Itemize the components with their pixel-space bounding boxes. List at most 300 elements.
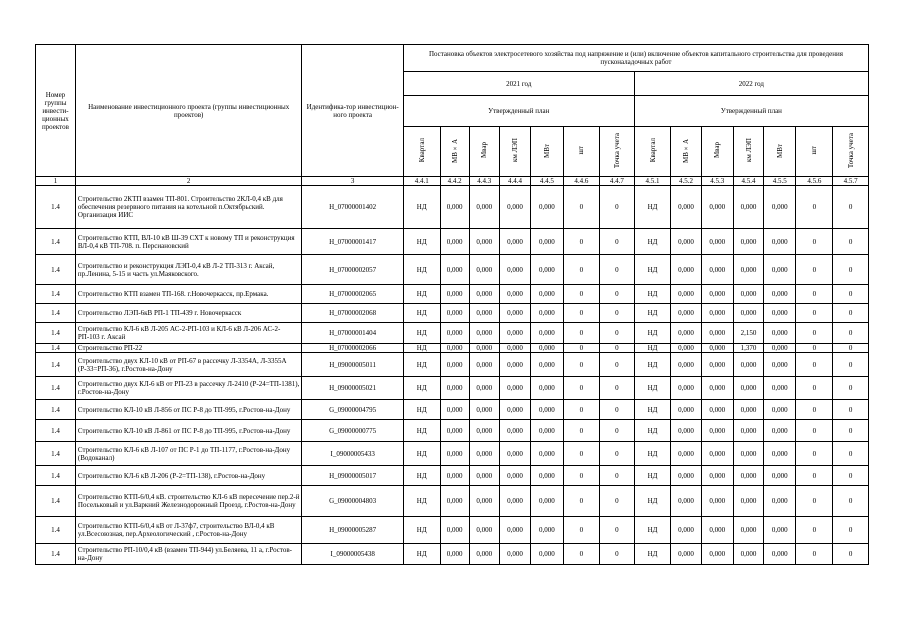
header-approved-plan-2022: Утвержденный план [634,96,868,127]
value-cell: 0 [563,377,600,400]
value-cell: НД [403,229,440,255]
column-number: 3 [302,177,403,186]
value-cell: 0,000 [701,353,733,377]
column-number: 4.5.2 [671,177,701,186]
value-cell: 0,000 [733,486,763,517]
value-cell: 0,000 [440,377,469,400]
value-cell: НД [634,442,671,466]
value-cell: 0,000 [469,186,499,229]
value-cell: 0,000 [469,304,499,323]
investment-table-document [35,44,869,565]
group-number-cell: 1.4 [36,285,76,304]
header-project-id: Идентифика-тор инвестицион-ного проекта [302,45,403,177]
project-name-cell: Строительство КЛ-10 кВ Л-856 от ПС Р-8 до ТП-995, г.Ростов-на-Дону [75,400,302,420]
value-cell: 0 [563,466,600,486]
value-cell: 0,000 [440,544,469,565]
value-cell: 0 [833,353,869,377]
table-row [36,544,869,565]
value-cell: 0 [796,544,833,565]
value-cell: 0 [563,400,600,420]
project-name-cell: Строительство КТП-6/0,4 кВ. строительство КЛ-6 кВ пересечение пер.2-й Посельковый и ул.Варкний Железнодорожный Проезд, г.Ростов-на-Дону [75,486,302,517]
header-subcol-label: Точка учета [612,132,621,169]
value-cell: 0 [600,420,635,442]
value-cell: 0,000 [733,400,763,420]
column-number: 4.5.3 [701,177,733,186]
value-cell: 0,000 [701,466,733,486]
table-row [36,344,869,353]
value-cell: 0,000 [440,420,469,442]
value-cell: 0 [833,517,869,544]
project-id-cell: H_07000002066 [302,344,403,353]
header-subcol-label: шт [577,146,586,155]
value-cell: НД [634,400,671,420]
value-cell: 0,000 [440,486,469,517]
value-cell: 0,000 [764,304,796,323]
value-cell: 0 [796,255,833,285]
value-cell: 0,000 [440,186,469,229]
value-cell: 0,000 [499,186,530,229]
value-cell: НД [403,420,440,442]
project-name-cell: Строительство РП-22 [75,344,302,353]
value-cell: 0 [563,486,600,517]
value-cell: 0,000 [499,486,530,517]
table-row [36,285,869,304]
project-name-cell: Строительство двух КЛ-6 кВ от РП-23 в рассечку Л-2410 (Р-24=ТП-1381), г.Ростов-на-Дону [75,377,302,400]
table-row [36,466,869,486]
value-cell: 0,000 [499,353,530,377]
value-cell: 0 [796,285,833,304]
value-cell: 0,000 [440,255,469,285]
value-cell: 0 [796,186,833,229]
header-subcol [531,127,563,177]
value-cell: 0,000 [701,344,733,353]
value-cell: 0,000 [764,420,796,442]
value-cell: 0 [600,486,635,517]
project-id-cell: H_07000002068 [302,304,403,323]
project-id-cell: H_09000005011 [302,353,403,377]
value-cell: 0,000 [671,344,701,353]
header-subcol [600,127,635,177]
value-cell: 0 [600,344,635,353]
value-cell: 0,000 [531,285,563,304]
value-cell: 0 [796,466,833,486]
value-cell: НД [403,186,440,229]
value-cell: 0,000 [671,442,701,466]
group-number-cell: 1.4 [36,186,76,229]
value-cell: 0,000 [440,323,469,344]
header-subcol [499,127,530,177]
project-name-cell: Строительство КЛ-6 кВ Л-206 (Р-2=ТП-138), г.Ростов-на-Дону [75,466,302,486]
group-number-cell: 1.4 [36,323,76,344]
header-subcol-label: км ЛЭП [744,138,753,163]
value-cell: НД [403,323,440,344]
value-cell: 0,000 [671,400,701,420]
value-cell: 0,000 [671,517,701,544]
value-cell: 0,000 [531,544,563,565]
value-cell: 0,000 [733,255,763,285]
project-name-cell: Строительство двух КЛ-10 кВ от РП-67 в рассечку Л-3354А, Л-3355А (Р-33=РП-36), г.Ростов-на-Дону [75,353,302,377]
value-cell: 0,000 [733,229,763,255]
value-cell: 0,000 [764,323,796,344]
group-number-cell: 1.4 [36,229,76,255]
value-cell: 0,000 [440,400,469,420]
investment-projects-table [35,44,869,565]
project-id-cell: G_09000004795 [302,400,403,420]
group-number-cell: 1.4 [36,377,76,400]
header-year-2022: 2022 год [634,72,868,96]
table-row [36,255,869,285]
value-cell: НД [403,466,440,486]
group-number-cell: 1.4 [36,353,76,377]
value-cell: НД [403,353,440,377]
value-cell: 0,000 [440,442,469,466]
value-cell: 0,000 [701,229,733,255]
value-cell: 0,000 [764,285,796,304]
value-cell: 0 [563,420,600,442]
group-number-cell: 1.4 [36,442,76,466]
value-cell: 0,000 [499,517,530,544]
header-subcol-label: МВт [775,143,784,158]
value-cell: 0,000 [671,304,701,323]
value-cell: 0,000 [701,255,733,285]
value-cell: 0,000 [671,377,701,400]
table-row [36,323,869,344]
project-id-cell: H_07000002057 [302,255,403,285]
header-subcol-label: км ЛЭП [511,138,519,163]
group-number-cell: 1.4 [36,420,76,442]
value-cell: 0 [563,442,600,466]
value-cell: 0 [563,544,600,565]
value-cell: 0 [833,486,869,517]
value-cell: 0,000 [764,517,796,544]
header-subcol-label: шт [810,146,819,155]
project-name-cell: Строительство КТП-6/0,4 кВ от Л-37ф7, строительство ВЛ-0,4 кВ ул.Всесоюзная, пер.Археологический , г.Ростов-на-Дону [75,517,302,544]
value-cell: 0,000 [733,285,763,304]
value-cell: 2,150 [733,323,763,344]
group-number-cell: 1.4 [36,466,76,486]
header-subcol [733,127,763,177]
value-cell: 0 [833,400,869,420]
value-cell: 0,000 [701,420,733,442]
value-cell: 0,000 [764,186,796,229]
project-id-cell: H_07000002065 [302,285,403,304]
value-cell: 0,000 [531,420,563,442]
header-subcol [833,127,869,177]
header-year-2021: 2021 год [403,72,634,96]
value-cell: 0,000 [733,544,763,565]
value-cell: 0,000 [701,186,733,229]
table-row [36,377,869,400]
value-cell: 0,000 [764,486,796,517]
header-project-name: Наименование инвестиционного проекта (группы инвестиционных проектов) [75,45,302,177]
value-cell: 0,000 [764,344,796,353]
value-cell: 0 [833,285,869,304]
value-cell: 0,000 [764,442,796,466]
value-cell: 0 [833,442,869,466]
value-cell: 0,000 [469,255,499,285]
column-number: 2 [75,177,302,186]
value-cell: НД [403,517,440,544]
value-cell: НД [634,344,671,353]
value-cell: 0,000 [764,466,796,486]
value-cell: 0 [833,304,869,323]
value-cell: 0,000 [469,323,499,344]
value-cell: НД [634,353,671,377]
value-cell: 0 [833,466,869,486]
value-cell: 0,000 [499,229,530,255]
column-number: 4.5.1 [634,177,671,186]
value-cell: 0,000 [499,344,530,353]
table-row [36,304,869,323]
value-cell: 0 [563,229,600,255]
value-cell: 0,000 [440,285,469,304]
value-cell: НД [634,186,671,229]
value-cell: 0,000 [701,517,733,544]
value-cell: 0 [563,344,600,353]
value-cell: 0,000 [671,544,701,565]
value-cell: 0 [600,323,635,344]
project-name-cell: Строительство РП-10/0,4 кВ (взамен ТП-944) ул.Беляева, 11 а, г.Ростов-на-Дону [75,544,302,565]
header-subcol [764,127,796,177]
value-cell: 0,000 [499,420,530,442]
value-cell: 0 [600,466,635,486]
value-cell: 0,000 [469,466,499,486]
value-cell: 0 [600,442,635,466]
value-cell: 0,000 [531,304,563,323]
value-cell: 0,000 [531,353,563,377]
column-number: 4.5.4 [733,177,763,186]
value-cell: 0,000 [531,377,563,400]
value-cell: 0,000 [733,466,763,486]
project-name-cell: Строительство 2КТП взамен ТП-801. Строительство 2КЛ-0,4 кВ для обеспечения резервного питания на котельной п.Октябрьский. Организация ИИС [75,186,302,229]
value-cell: 0,000 [733,442,763,466]
value-cell: 0,000 [733,420,763,442]
header-subcol [634,127,671,177]
project-id-cell: H_09000005017 [302,466,403,486]
value-cell: 0,000 [499,466,530,486]
value-cell: 0 [600,285,635,304]
value-cell: 0,000 [531,466,563,486]
value-cell: 0 [600,186,635,229]
value-cell: 0 [796,344,833,353]
value-cell: 0 [563,285,600,304]
value-cell: НД [403,544,440,565]
project-id-cell: H_09000005021 [302,377,403,400]
project-id-cell: H_07000001417 [302,229,403,255]
value-cell: 0 [796,486,833,517]
header-subcol-label: МВ×А [450,138,459,163]
value-cell: 0,000 [499,544,530,565]
value-cell: 0,000 [701,442,733,466]
value-cell: 0 [600,400,635,420]
value-cell: 0,000 [440,229,469,255]
value-cell: 0,000 [701,304,733,323]
value-cell: НД [634,285,671,304]
value-cell: 0 [563,517,600,544]
value-cell: 0 [600,255,635,285]
value-cell: 0 [796,377,833,400]
group-number-cell: 1.4 [36,304,76,323]
value-cell: 0,000 [440,304,469,323]
value-cell: 0 [600,544,635,565]
value-cell: 0,000 [469,377,499,400]
table-row [36,517,869,544]
value-cell: 0 [833,377,869,400]
value-cell: НД [634,544,671,565]
value-cell: НД [634,420,671,442]
header-group-number: Номер группы инвести-ционных проектов [36,45,76,177]
value-cell: 0,000 [469,229,499,255]
value-cell: 0 [796,304,833,323]
header-column-numbers [36,177,869,186]
value-cell: 0 [833,544,869,565]
value-cell: НД [403,344,440,353]
value-cell: НД [634,323,671,344]
header-subcol [440,127,469,177]
value-cell: 0 [796,400,833,420]
value-cell: 0,000 [499,285,530,304]
table-row [36,353,869,377]
project-name-cell: Строительство и реконструкция ЛЭП-0,4 кВ Л-2 ТП-313 г. Аксай, пр.Ленина, 5-15 и часть ул.Маяковского. [75,255,302,285]
value-cell: 0,000 [469,344,499,353]
value-cell: 0,000 [764,229,796,255]
value-cell: НД [403,255,440,285]
value-cell: 0 [563,323,600,344]
value-cell: 0 [796,517,833,544]
value-cell: 0 [563,255,600,285]
project-id-cell: G_09000004803 [302,486,403,517]
header-subcol-label: Мвар [713,142,722,159]
value-cell: 0,000 [469,442,499,466]
value-cell: 0,000 [671,466,701,486]
header-subcol [796,127,833,177]
value-cell: 0,000 [469,544,499,565]
value-cell: 0 [796,229,833,255]
header-subcol-label: Мвар [480,142,489,159]
column-number: 4.4.3 [469,177,499,186]
value-cell: 0,000 [671,255,701,285]
project-name-cell: Строительство КЛ-6 кВ Л-107 от ПС Р-1 до ТП-1177, г.Ростов-на-Дону (Водоканал) [75,442,302,466]
value-cell: 0,000 [531,442,563,466]
table-body [36,186,869,565]
group-number-cell: 1.4 [36,517,76,544]
value-cell: 0,000 [671,186,701,229]
value-cell: 0 [600,304,635,323]
value-cell: НД [634,517,671,544]
column-number: 4.4.2 [440,177,469,186]
group-number-cell: 1.4 [36,544,76,565]
group-number-cell: 1.4 [36,255,76,285]
value-cell: 0,000 [469,517,499,544]
value-cell: 0,000 [701,400,733,420]
value-cell: 0,000 [440,466,469,486]
value-cell: 0,000 [469,486,499,517]
value-cell: 0 [600,229,635,255]
value-cell: 0 [833,186,869,229]
header-subcol [469,127,499,177]
value-cell: 0,000 [531,486,563,517]
group-number-cell: 1.4 [36,344,76,353]
header-commissioning-title: Постановка объектов электросетевого хозяйства под напряжение и (или) включение объектов капитального строительства для проведения пусконаладочных работ [403,45,868,72]
value-cell: НД [403,400,440,420]
column-number: 1 [36,177,76,186]
header-subcol [671,127,701,177]
table-row [36,486,869,517]
column-number: 4.5.7 [833,177,869,186]
value-cell: 0,000 [531,186,563,229]
value-cell: 0 [833,323,869,344]
table-row [36,420,869,442]
value-cell: 0 [796,323,833,344]
table-row [36,400,869,420]
header-subcol-label: Точка учета [846,132,855,169]
value-cell: 0 [600,377,635,400]
value-cell: 0 [833,229,869,255]
value-cell: 0 [833,344,869,353]
value-cell: 0,000 [499,400,530,420]
table-row [36,229,869,255]
value-cell: 0,000 [499,442,530,466]
project-id-cell: I_09000005438 [302,544,403,565]
value-cell: 0,000 [469,400,499,420]
header-subcol [403,127,440,177]
value-cell: 0,000 [499,255,530,285]
value-cell: 0,000 [531,255,563,285]
project-id-cell: I_09000005433 [302,442,403,466]
value-cell: 1,370 [733,344,763,353]
value-cell: 0,000 [733,353,763,377]
header-subcol-label: Квартал [648,138,657,163]
value-cell: 0 [833,420,869,442]
value-cell: 0 [600,353,635,377]
value-cell: 0,000 [531,400,563,420]
value-cell: НД [403,377,440,400]
value-cell: НД [634,304,671,323]
value-cell: 0 [796,353,833,377]
value-cell: 0,000 [469,353,499,377]
value-cell: 0,000 [733,304,763,323]
value-cell: 0,000 [671,323,701,344]
project-name-cell: Строительство КЛ-6 кВ Л-205 АС-2-РП-103 и КЛ-6 кВ Л-206 АС-2-РП-103 г. Аксай [75,323,302,344]
project-id-cell: H_07000001402 [302,186,403,229]
header-subcol-label: МВ×А [681,138,690,163]
value-cell: 0,000 [671,353,701,377]
project-name-cell: Строительство КТП взамен ТП-168. г.Новочеркасск, пр.Ермака. [75,285,302,304]
project-id-cell: H_07000001404 [302,323,403,344]
value-cell: 0,000 [531,323,563,344]
value-cell: 0,000 [671,420,701,442]
project-name-cell: Строительство КЛ-10 кВ Л-861 от ПС Р-8 до ТП-995, г.Ростов-на-Дону [75,420,302,442]
column-number: 4.5.5 [764,177,796,186]
value-cell: 0,000 [733,377,763,400]
value-cell: 0,000 [701,486,733,517]
header-subcol [563,127,600,177]
column-number: 4.4.4 [499,177,530,186]
value-cell: 0,000 [671,285,701,304]
value-cell: 0,000 [469,420,499,442]
value-cell: 0,000 [469,285,499,304]
value-cell: 0,000 [701,285,733,304]
project-id-cell: G_09000000775 [302,420,403,442]
column-number: 4.4.7 [600,177,635,186]
value-cell: 0,000 [440,353,469,377]
value-cell: 0,000 [701,377,733,400]
value-cell: НД [403,285,440,304]
project-name-cell: Строительство КТП, ВЛ-10 кВ Ш-39 СХТ к новому ТП и реконструкция ВЛ-0,4 кВ ТП-708. п. Персиановский [75,229,302,255]
value-cell: НД [634,255,671,285]
value-cell: 0,000 [531,517,563,544]
value-cell: 0,000 [701,323,733,344]
